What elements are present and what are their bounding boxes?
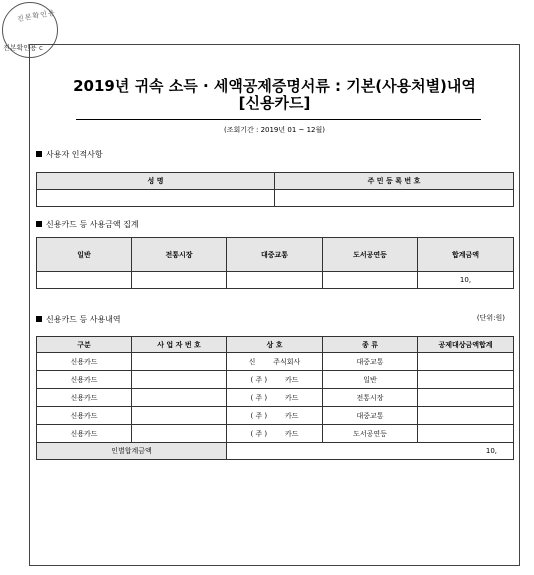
certificate-page: [29, 44, 520, 566]
cell-merchant: 신 주식회사: [227, 353, 323, 371]
header-category: 구분: [37, 337, 132, 353]
header-resident-number: 주 민 등 록 번 호: [275, 173, 514, 190]
cell-business-number: [132, 371, 227, 389]
cell-category: 신용카드: [37, 389, 132, 407]
table-row: [37, 407, 514, 425]
header-public-transport: 대중교통: [227, 238, 323, 272]
cell-amount: [418, 353, 514, 371]
bullet-square-icon: [36, 151, 42, 157]
cell-kind: 일반: [323, 371, 418, 389]
cell-category: 신용카드: [37, 425, 132, 443]
bullet-square-icon: [36, 221, 42, 227]
cell-amount: [418, 407, 514, 425]
usage-summary-table: [36, 237, 514, 289]
cell-category: 신용카드: [37, 371, 132, 389]
total-row: [37, 443, 514, 460]
cell-total-amount: 10,: [418, 272, 514, 289]
section-usage-detail: 신용카드 등 사용내역: [36, 314, 121, 325]
cell-kind: 대중교통: [323, 407, 418, 425]
cell-merchant: ( 주 ) 카드: [227, 425, 323, 443]
cell-amount: [418, 425, 514, 443]
table-row: [37, 425, 514, 443]
cell-traditional-market: [132, 272, 227, 289]
header-business-number: 사 업 자 번 호: [132, 337, 227, 353]
cell-books-performances: [323, 272, 418, 289]
seal-text: 진본확인용: [16, 8, 57, 24]
cell-kind: 대중교통: [323, 353, 418, 371]
cell-business-number: [132, 389, 227, 407]
header-traditional-market: 전통시장: [132, 238, 227, 272]
unit-label: (단위:원): [476, 314, 505, 322]
header-books-performances: 도서공연등: [323, 238, 418, 272]
header-general: 일반: [37, 238, 132, 272]
cell-category: 신용카드: [37, 353, 132, 371]
section-user-info: 사용자 인적사항: [36, 149, 103, 160]
cell-public-transport: [227, 272, 323, 289]
header-kind: 종 류: [323, 337, 418, 353]
cell-business-number: [132, 407, 227, 425]
header-merchant: 상 호: [227, 337, 323, 353]
bullet-square-icon: [36, 316, 42, 322]
title-divider: [76, 119, 481, 120]
total-value: 10,: [227, 443, 514, 460]
cell-merchant: ( 주 ) 카드: [227, 407, 323, 425]
title-line-2: [신용카드]: [238, 94, 311, 112]
usage-detail-table: [36, 336, 514, 460]
cell-general: [37, 272, 132, 289]
table-row: [37, 371, 514, 389]
cell-kind: 도서공연등: [323, 425, 418, 443]
header-deductible-total: 공제대상금액합계: [418, 337, 514, 353]
seal-caption: 진본확인용 c: [3, 44, 43, 52]
cell-business-number: [132, 425, 227, 443]
cell-kind: 전통시장: [323, 389, 418, 407]
cell-amount: [418, 371, 514, 389]
section-usage-summary: 신용카드 등 사용금액 집계: [36, 219, 139, 230]
table-row: [37, 353, 514, 371]
table-row: [37, 389, 514, 407]
cell-name: [37, 190, 275, 207]
cell-merchant: ( 주 ) 카드: [227, 371, 323, 389]
cell-business-number: [132, 353, 227, 371]
document-title: [30, 78, 519, 112]
cell-merchant: ( 주 ) 카드: [227, 389, 323, 407]
cell-resident-number: [275, 190, 514, 207]
total-label: 인별합계금액: [37, 443, 227, 460]
title-line-1: 2019년 귀속 소득 · 세액공제증명서류 : 기본(사용처별)내역: [73, 77, 476, 95]
header-name: 성 명: [37, 173, 275, 190]
inquiry-period: (조회기간 : 2019년 01 ~ 12월): [223, 126, 325, 134]
cell-category: 신용카드: [37, 407, 132, 425]
header-total-amount: 합계금액: [418, 238, 514, 272]
cell-amount: [418, 389, 514, 407]
user-info-table: [36, 172, 514, 207]
